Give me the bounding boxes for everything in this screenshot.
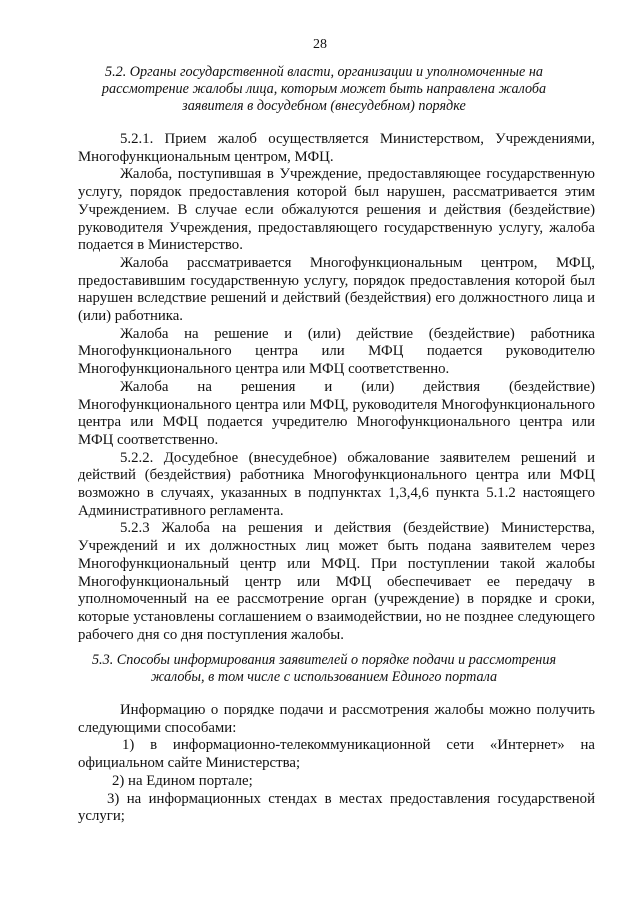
paragraph-5-2-2: 5.2.2. Досудебное (внесудебное) обжалование заявителем решений и действий (бездействия) работника Многофункционального центра или МФЦ возможно в случаях, указанных в подпунктах 1,3,4,6 пункта 5.1.2 настоящего Административного регламента. bbox=[78, 449, 595, 519]
section-body-5-2 bbox=[78, 131, 595, 644]
section-body-5-3 bbox=[78, 702, 595, 826]
paragraph-5-3-intro: Информацию о порядке подачи и рассмотрения жалобы можно получить следующими способами: bbox=[78, 702, 595, 736]
page-number: 28 bbox=[313, 37, 327, 52]
list-item: 3) на информационных стендах в местах предоставления государственой услуги; bbox=[78, 790, 595, 825]
paragraph-5-2-1: 5.2.1. Прием жалоб осуществляется Министерством, Учреждениями, Многофункциональным центром, МФЦ. bbox=[78, 131, 595, 165]
paragraph-complaint-mfc: Жалоба рассматривается Многофункциональным центром, МФЦ, предоставившим государственную услугу, порядок предоставления которой был нарушен вследствие решений и действий (бездействия) его должностного лица и (или) работника. bbox=[78, 254, 595, 325]
paragraph-complaint-institution: Жалоба, поступившая в Учреждение, предоставляющее государственную услугу, порядок предоставления которой был нарушен, рассматривается этим Учреждением. В случае если обжалуются решения и действия (бездействие) руководителя Учреждения, предоставляющего государственную услугу, жалоба подается в Министерство. bbox=[78, 166, 595, 254]
paragraph-complaint-mfc-worker: Жалоба на решение и (или) действие (бездействие) работника Многофункционального центра или МФЦ подается руководителю Многофункционального центра или МФЦ соответственно. bbox=[78, 325, 595, 378]
section-heading-5-2: 5.2. Органы государственной власти, организации и уполномоченные на рассмотрение жалобы лица, которым может быть направлена жалоба заявителя в досудебном (внесудебном) порядке bbox=[101, 64, 547, 114]
paragraph-5-2-3: 5.2.3 Жалоба на решения и действия (бездействие) Министерства, Учреждений и их должностных лиц может быть подана заявителем через Многофункциональный центр или МФЦ. При поступлении такой жалобы Многофункциональный центр или МФЦ обеспечивает ее передачу в уполномоченный на ее рассмотрение орган (учреждение) в порядке и сроки, которые установлены соглашением о взаимодействии, но не позднее следующего рабочего дня со дня поступления жалобы. bbox=[78, 520, 595, 643]
section-heading-5-3: 5.3. Способы информирования заявителей о порядке подачи и рассмотрения жалобы, в том числе с использованием Единого портала bbox=[91, 652, 557, 685]
paragraph-complaint-mfc-head: Жалоба на решения и (или) действия (бездействие) Многофункционального центра или МФЦ, руководителя Многофункционального центра или МФЦ подается учредителю Многофункционального центра или МФЦ соответственно. bbox=[78, 378, 595, 448]
list-item: 2) на Едином портале; bbox=[112, 772, 253, 789]
list-item: 1) в информационно-телекоммуникационной сети «Интернет» на официальном сайте Министерства; bbox=[78, 737, 595, 772]
